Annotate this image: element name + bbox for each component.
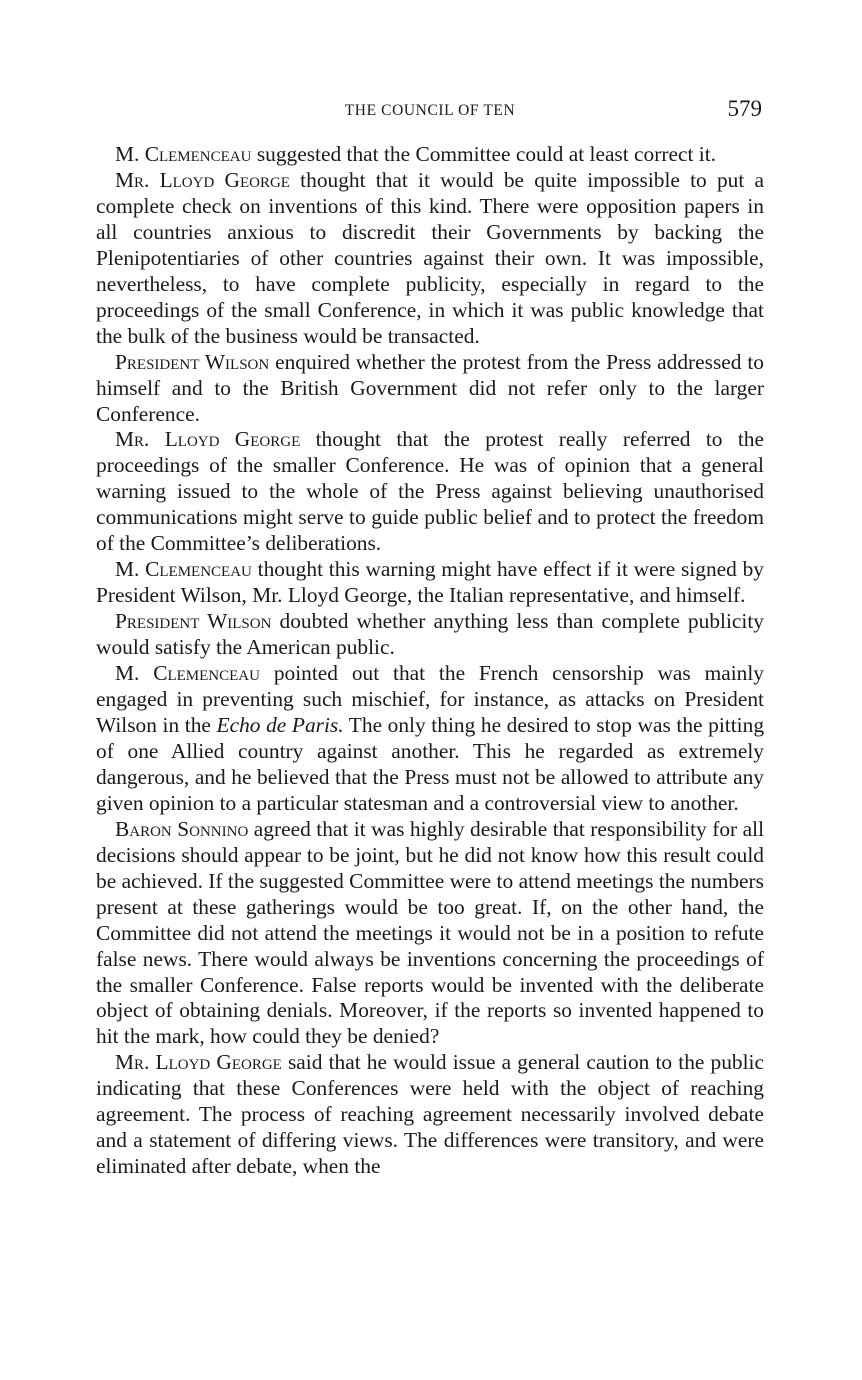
paragraph-text: suggested that the Committee could at least correct it. [251,142,716,166]
running-title: THE COUNCIL OF TEN [344,102,516,119]
speaker-name: M. Clemenceau [115,661,260,686]
speaker-name: Mr. Lloyd George [115,1050,282,1075]
speaker-name: President Wilson [115,349,270,374]
paragraph-text: thought that it would be quite impossible to put a complete check on inventions of this kind. There were opposition papers in all countries anxious to discredit their Governments by backing the Plenipotentiaries of other countries against their own. It was impossible, nevertheless, to have complete publicity, especially in regard to the proceedings of the small Conference, in which it was public knowledge that the bulk of the business would be transacted. [96,167,764,348]
running-header [96,96,764,128]
newspaper-title: Echo de Paris. [216,712,344,737]
speaker-name: M. Clemenceau [115,142,252,166]
body-text [96,142,764,1180]
speaker-name: Mr. Lloyd George [115,427,301,452]
speaker-name: President Wilson [115,609,272,634]
paragraph-text: thought that the protest really referred to the proceedings of the smaller Conference. He was of opinion that a general warning issued to the whole of the Press against believing unauthorised communications might serve to guide public belief and to protect the freedom of the Committee’s deliberations. [96,427,764,556]
paragraph-lloyd-george-1 [96,168,764,350]
paragraph-wilson-2 [96,609,764,661]
paragraph-sonnino-1 [96,817,764,1051]
paragraph-lloyd-george-2 [96,427,764,557]
speaker-name: Baron Sonnino [115,816,249,841]
speaker-name: Mr. Lloyd George [115,167,290,192]
paragraph-clemenceau-3 [96,661,764,817]
paragraph-wilson-1 [96,350,764,428]
paragraph-text: enquired whether the protest from the Press addressed to himself and to the British Government did not refer only to the larger Conference. [96,349,764,426]
paragraph-text: agreed that it was highly desirable that responsibility for all decisions should appear to be joint, but he did not know how this result could be achieved. If the suggested Committee were to attend meetings the numbers present at these gatherings would be too great. If, on the other hand, the Committee did not attend the meetings it would not be in a position to refute false news. There would always be inventions concerning the proceedings of the smaller Conference. False reports would be invented with the deliberate object of obtaining denials. Moreover, if the reports so invented happened to hit the mark, how could they be denied? [96,816,765,1049]
paragraph-clemenceau-2 [96,557,764,609]
paragraph-lloyd-george-3 [96,1050,764,1180]
paragraph-text: pointed out that the French censorship was mainly engaged in preventing such mischief, for instance, as attacks on President Wilson in the [96,661,764,737]
paragraph-text: doubted whether anything less than complete publicity would satisfy the American public. [96,609,764,660]
paragraph-text: thought this warning might have effect if it were signed by President Wilson, Mr. Lloyd George, the Italian representative, and himself. [96,557,764,608]
paragraph-text: said that he would issue a general caution to the public indicating that these Conferences were held with the object of reaching agreement. The process of reaching agreement necessarily involved debate and a statement of differing views. The differences were transitory, and were eliminated after debate, when the [96,1050,764,1179]
page-number: 579 [727,96,762,121]
speaker-name: M. Clemenceau [115,557,252,582]
paragraph-clemenceau-1 [96,142,764,168]
paragraph-text: The only thing he desired to stop was the pitting of one Allied country against another. This he regarded as extremely dangerous, and he believed that the Press must not be allowed to attribute any given opinion to a particular statesman and a controversial view to another. [96,712,765,815]
